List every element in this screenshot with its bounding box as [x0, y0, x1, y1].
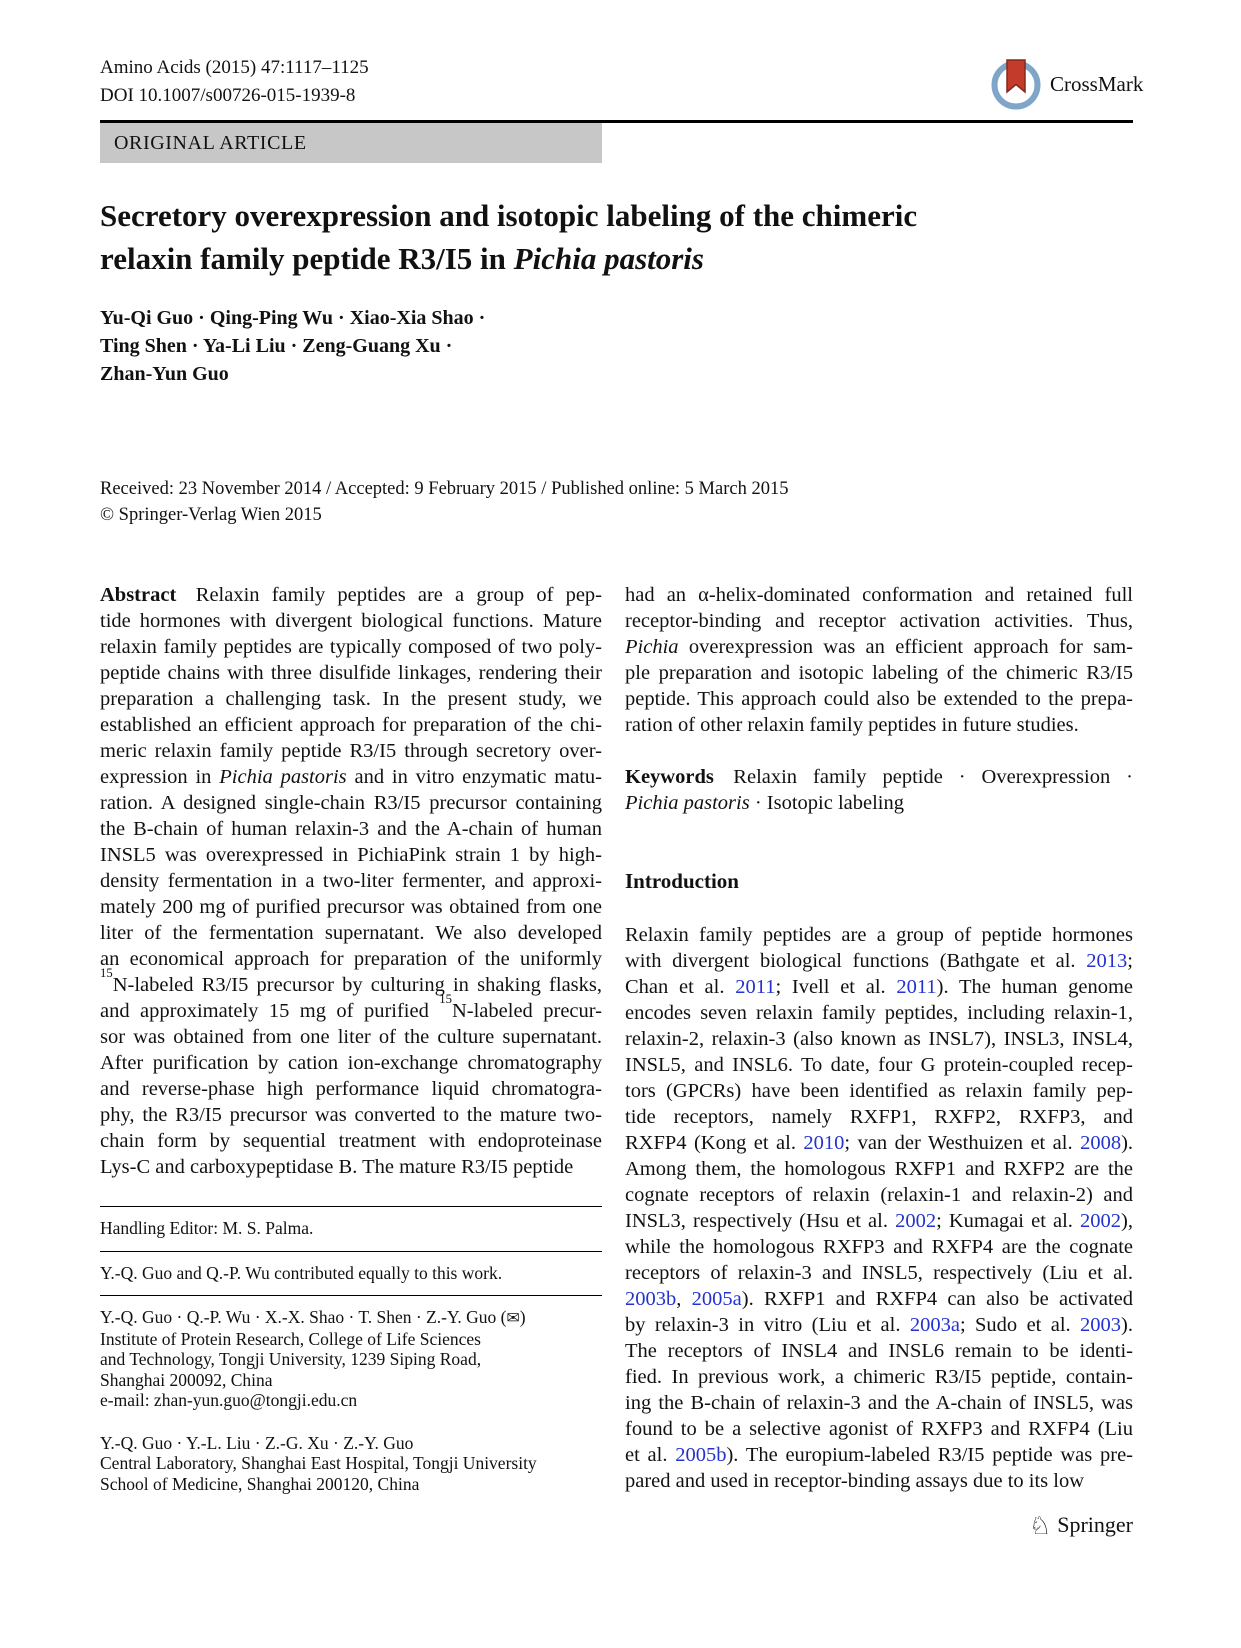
article-title: [100, 194, 1110, 280]
citation-link[interactable]: 2003: [1080, 1314, 1122, 1336]
abstract-left-column: [100, 582, 602, 1180]
text-line: peptide chains with three disulfide linkages, rendering their: [100, 662, 602, 684]
citation-link[interactable]: 2002: [895, 1210, 937, 1232]
article-type-label: ORIGINAL ARTICLE: [114, 131, 307, 154]
springer-knight-icon: ♘: [1028, 1510, 1052, 1540]
text-line: Keywords Relaxin family peptide · Overexpression ·: [625, 766, 1133, 788]
text-line: found to be a selective agonist of RXFP3 and RXFP4 (Liu: [625, 1418, 1133, 1440]
citation-link[interactable]: 2005a: [691, 1288, 742, 1310]
text-line: the B-chain of human relaxin-3 and the A-chain of human: [100, 818, 602, 840]
text-line: established an efficient approach for preparation of the chi-: [100, 714, 602, 736]
text-line: and reverse-phase high performance liquid chromatogra-: [100, 1078, 602, 1100]
text-line: cognate receptors of relaxin (relaxin-1 and relaxin-2) and: [625, 1184, 1133, 1206]
text-line: RXFP4 (Kong et al. 2010; van der Westhuizen et al. 2008).: [625, 1132, 1134, 1154]
citation-link[interactable]: 2011: [896, 976, 937, 998]
text-line: receptors of relaxin-3 and INSL5, respectively (Liu et al.: [625, 1262, 1133, 1284]
text-line: Chan et al. 2011; Ivell et al. 2011). The human genome: [625, 976, 1133, 998]
article-history: [100, 476, 788, 528]
text-line: and approximately 15 mg of purified $^{15}$N-labeled precur-: [100, 992, 603, 1022]
journal-citation: Amino Acids (2015) 47:1117–1125: [100, 57, 369, 78]
crossmark-label: CrossMark: [1050, 71, 1144, 96]
text-line: Ting Shen · Ya-Li Liu · Zeng-Guang Xu ·: [100, 335, 453, 357]
copyright-line: © Springer-Verlag Wien 2015: [100, 505, 322, 525]
text-line: INSL5, and INSL6. To date, four G protein-coupled recep-: [625, 1054, 1133, 1076]
text-line: Relaxin family peptides are a group of peptide hormones: [625, 924, 1133, 946]
text-line: meric relaxin family peptide R3/I5 through secretory over-: [100, 740, 602, 762]
text-line: Pichia pastoris · Isotopic labeling: [625, 792, 904, 814]
text-line: Institute of Protein Research, College of Life Sciences: [100, 1328, 481, 1349]
text-line: density fermentation in a two-liter fermenter, and approxi-: [100, 870, 602, 892]
text-line: tors (GPCRs) have been identified as relaxin family pep-: [625, 1080, 1133, 1102]
text-line: Yu-Qi Guo · Qing-Ping Wu · Xiao-Xia Shao ·: [100, 307, 486, 329]
text-line: Shanghai 200092, China: [100, 1369, 273, 1390]
text-line: relaxin family peptides are typically composed of two poly-: [100, 636, 602, 658]
publisher-footer: [1029, 1512, 1133, 1538]
text-line: an economical approach for preparation of the uniformly: [100, 948, 602, 970]
text-line: The receptors of INSL4 and INSL6 remain to be identi-: [625, 1340, 1133, 1362]
publisher-name: Springer: [1057, 1512, 1133, 1537]
second-affiliation: [100, 1423, 602, 1507]
text-line: chain form by sequential treatment with endoproteinase: [100, 1130, 602, 1152]
text-line: preparation a challenging task. In the present study, we: [100, 688, 602, 710]
text-line: liter of the fermentation supernatant. We also developed: [100, 922, 602, 944]
text-line: mately 200 mg of purified precursor was obtained from one: [100, 896, 602, 918]
text-line: fied. In previous work, a chimeric R3/I5 peptide, contain-: [625, 1366, 1133, 1388]
text-line: Y.-Q. Guo and Q.-P. Wu contributed equally to this work.: [100, 1262, 503, 1283]
text-line: ple preparation and isotopic labeling of the chimeric R3/I5: [625, 662, 1133, 684]
equal-contribution-note: [100, 1251, 602, 1296]
text-line: Lys-C and carboxypeptidase B. The mature R3/I5 peptide: [100, 1156, 574, 1178]
text-line: tide hormones with divergent biological functions. Mature: [100, 610, 602, 632]
text-line: had an α-helix-dominated conformation and retained full: [625, 584, 1133, 606]
text-line: and Technology, Tongji University, 1239 Siping Road,: [100, 1349, 482, 1369]
text-line: while the homologous RXFP3 and RXFP4 are the cognate: [625, 1236, 1133, 1258]
journal-doi: DOI 10.1007/s00726-015-1939-8: [100, 85, 356, 106]
citation-link[interactable]: 2011: [735, 976, 776, 998]
citation-link[interactable]: 2008: [1080, 1132, 1122, 1154]
crossmark-badge[interactable]: [990, 58, 1143, 110]
journal-header: [100, 54, 369, 110]
citation-link[interactable]: 2002: [1080, 1210, 1122, 1232]
footnote-area: [100, 1206, 602, 1506]
text-line: School of Medicine, Shanghai 200120, China: [100, 1473, 420, 1494]
citation-link[interactable]: 2013: [1086, 950, 1128, 972]
citation-link[interactable]: 2003a: [909, 1314, 960, 1336]
envelope-icon: ✉: [506, 1308, 520, 1327]
abstract-right-continuation: [625, 582, 1133, 738]
text-line: Zhan-Yun Guo: [100, 363, 229, 385]
text-line: Central Laboratory, Shanghai East Hospital, Tongji University: [100, 1453, 537, 1473]
text-line: sor was obtained from one liter of the culture supernatant.: [100, 1026, 602, 1048]
citation-link[interactable]: 2003b: [625, 1288, 677, 1310]
text-line: Abstract Relaxin family peptides are a group of pep-: [100, 584, 602, 606]
citation-link[interactable]: 2010: [803, 1132, 845, 1154]
text-line: with divergent biological functions (Bathgate et al. 2013;: [625, 950, 1133, 972]
text-line: Y.-Q. Guo · Q.-P. Wu · X.-X. Shao · T. Shen · Z.-Y. Guo (✉): [100, 1307, 526, 1327]
text-line: Secretory overexpression and isotopic labeling of the chimeric: [100, 198, 918, 233]
text-line: relaxin-2, relaxin-3 (also known as INSL7), INSL3, INSL4,: [625, 1028, 1133, 1050]
right-column: [625, 582, 1133, 1494]
text-line: INSL3, respectively (Hsu et al. 2002; Kumagai et al. 2002),: [625, 1210, 1133, 1232]
text-line: by relaxin-3 in vitro (Liu et al. 2003a; Sudo et al. 2003).: [625, 1314, 1133, 1336]
text-line: $^{15}$N-labeled R3/I5 precursor by culturing in shaking flasks,: [100, 966, 602, 996]
text-line: peptide. This approach could also be extended to the prepa-: [625, 688, 1133, 710]
text-line: After purification by cation ion-exchange chromatography: [100, 1052, 602, 1074]
text-line: INSL5 was overexpressed in PichiaPink strain 1 by high-: [100, 844, 602, 866]
handling-editor-note: [100, 1206, 602, 1251]
text-line: et al. 2005b). The europium-labeled R3/I5 peptide was pre-: [625, 1444, 1133, 1466]
text-line: Y.-Q. Guo · Y.-L. Liu · Z.-G. Xu · Z.-Y. Guo: [100, 1432, 414, 1453]
correspondence-affiliation: [100, 1295, 602, 1423]
text-line: pared and used in receptor-binding assays due to its low: [625, 1470, 1085, 1492]
text-line: ing the B-chain of relaxin-3 and the A-chain of INSL5, was: [625, 1392, 1133, 1414]
received-accepted-line: Received: 23 November 2014 / Accepted: 9 February 2015 / Published online: 5 March 2015: [100, 479, 789, 499]
text-line: relaxin family peptide R3/I5 in Pichia pastoris: [100, 241, 704, 276]
text-line: Handling Editor: M. S. Palma.: [100, 1218, 314, 1238]
text-line: receptor-binding and receptor activation activities. Thus,: [625, 610, 1133, 632]
text-line: e-mail: zhan-yun.guo@tongji.edu.cn: [100, 1390, 358, 1410]
keywords-block: [625, 764, 1133, 816]
citation-link[interactable]: 2005b: [675, 1444, 727, 1466]
introduction-heading: Introduction: [625, 869, 739, 893]
text-line: ration. A designed single-chain R3/I5 precursor containing: [100, 792, 602, 814]
text-line: tide receptors, namely RXFP1, RXFP2, RXFP3, and: [625, 1106, 1133, 1128]
text-line: 2003b, 2005a). RXFP1 and RXFP4 can also be activated: [625, 1288, 1133, 1310]
text-line: Pichia overexpression was an efficient approach for sam-: [625, 636, 1133, 658]
crossmark-icon: [990, 58, 1042, 110]
article-type-banner: [100, 123, 602, 163]
text-line: expression in Pichia pastoris and in vitro enzymatic matu-: [100, 766, 603, 788]
author-list: [100, 304, 485, 388]
text-line: encodes seven relaxin family peptides, including relaxin-1,: [625, 1002, 1133, 1024]
introduction-paragraph: [625, 922, 1133, 1494]
text-line: ration of other relaxin family peptides in future studies.: [625, 714, 1079, 736]
text-line: phy, the R3/I5 precursor was converted to the mature two-: [100, 1104, 602, 1126]
text-line: Among them, the homologous RXFP1 and RXFP2 are the: [625, 1158, 1133, 1180]
